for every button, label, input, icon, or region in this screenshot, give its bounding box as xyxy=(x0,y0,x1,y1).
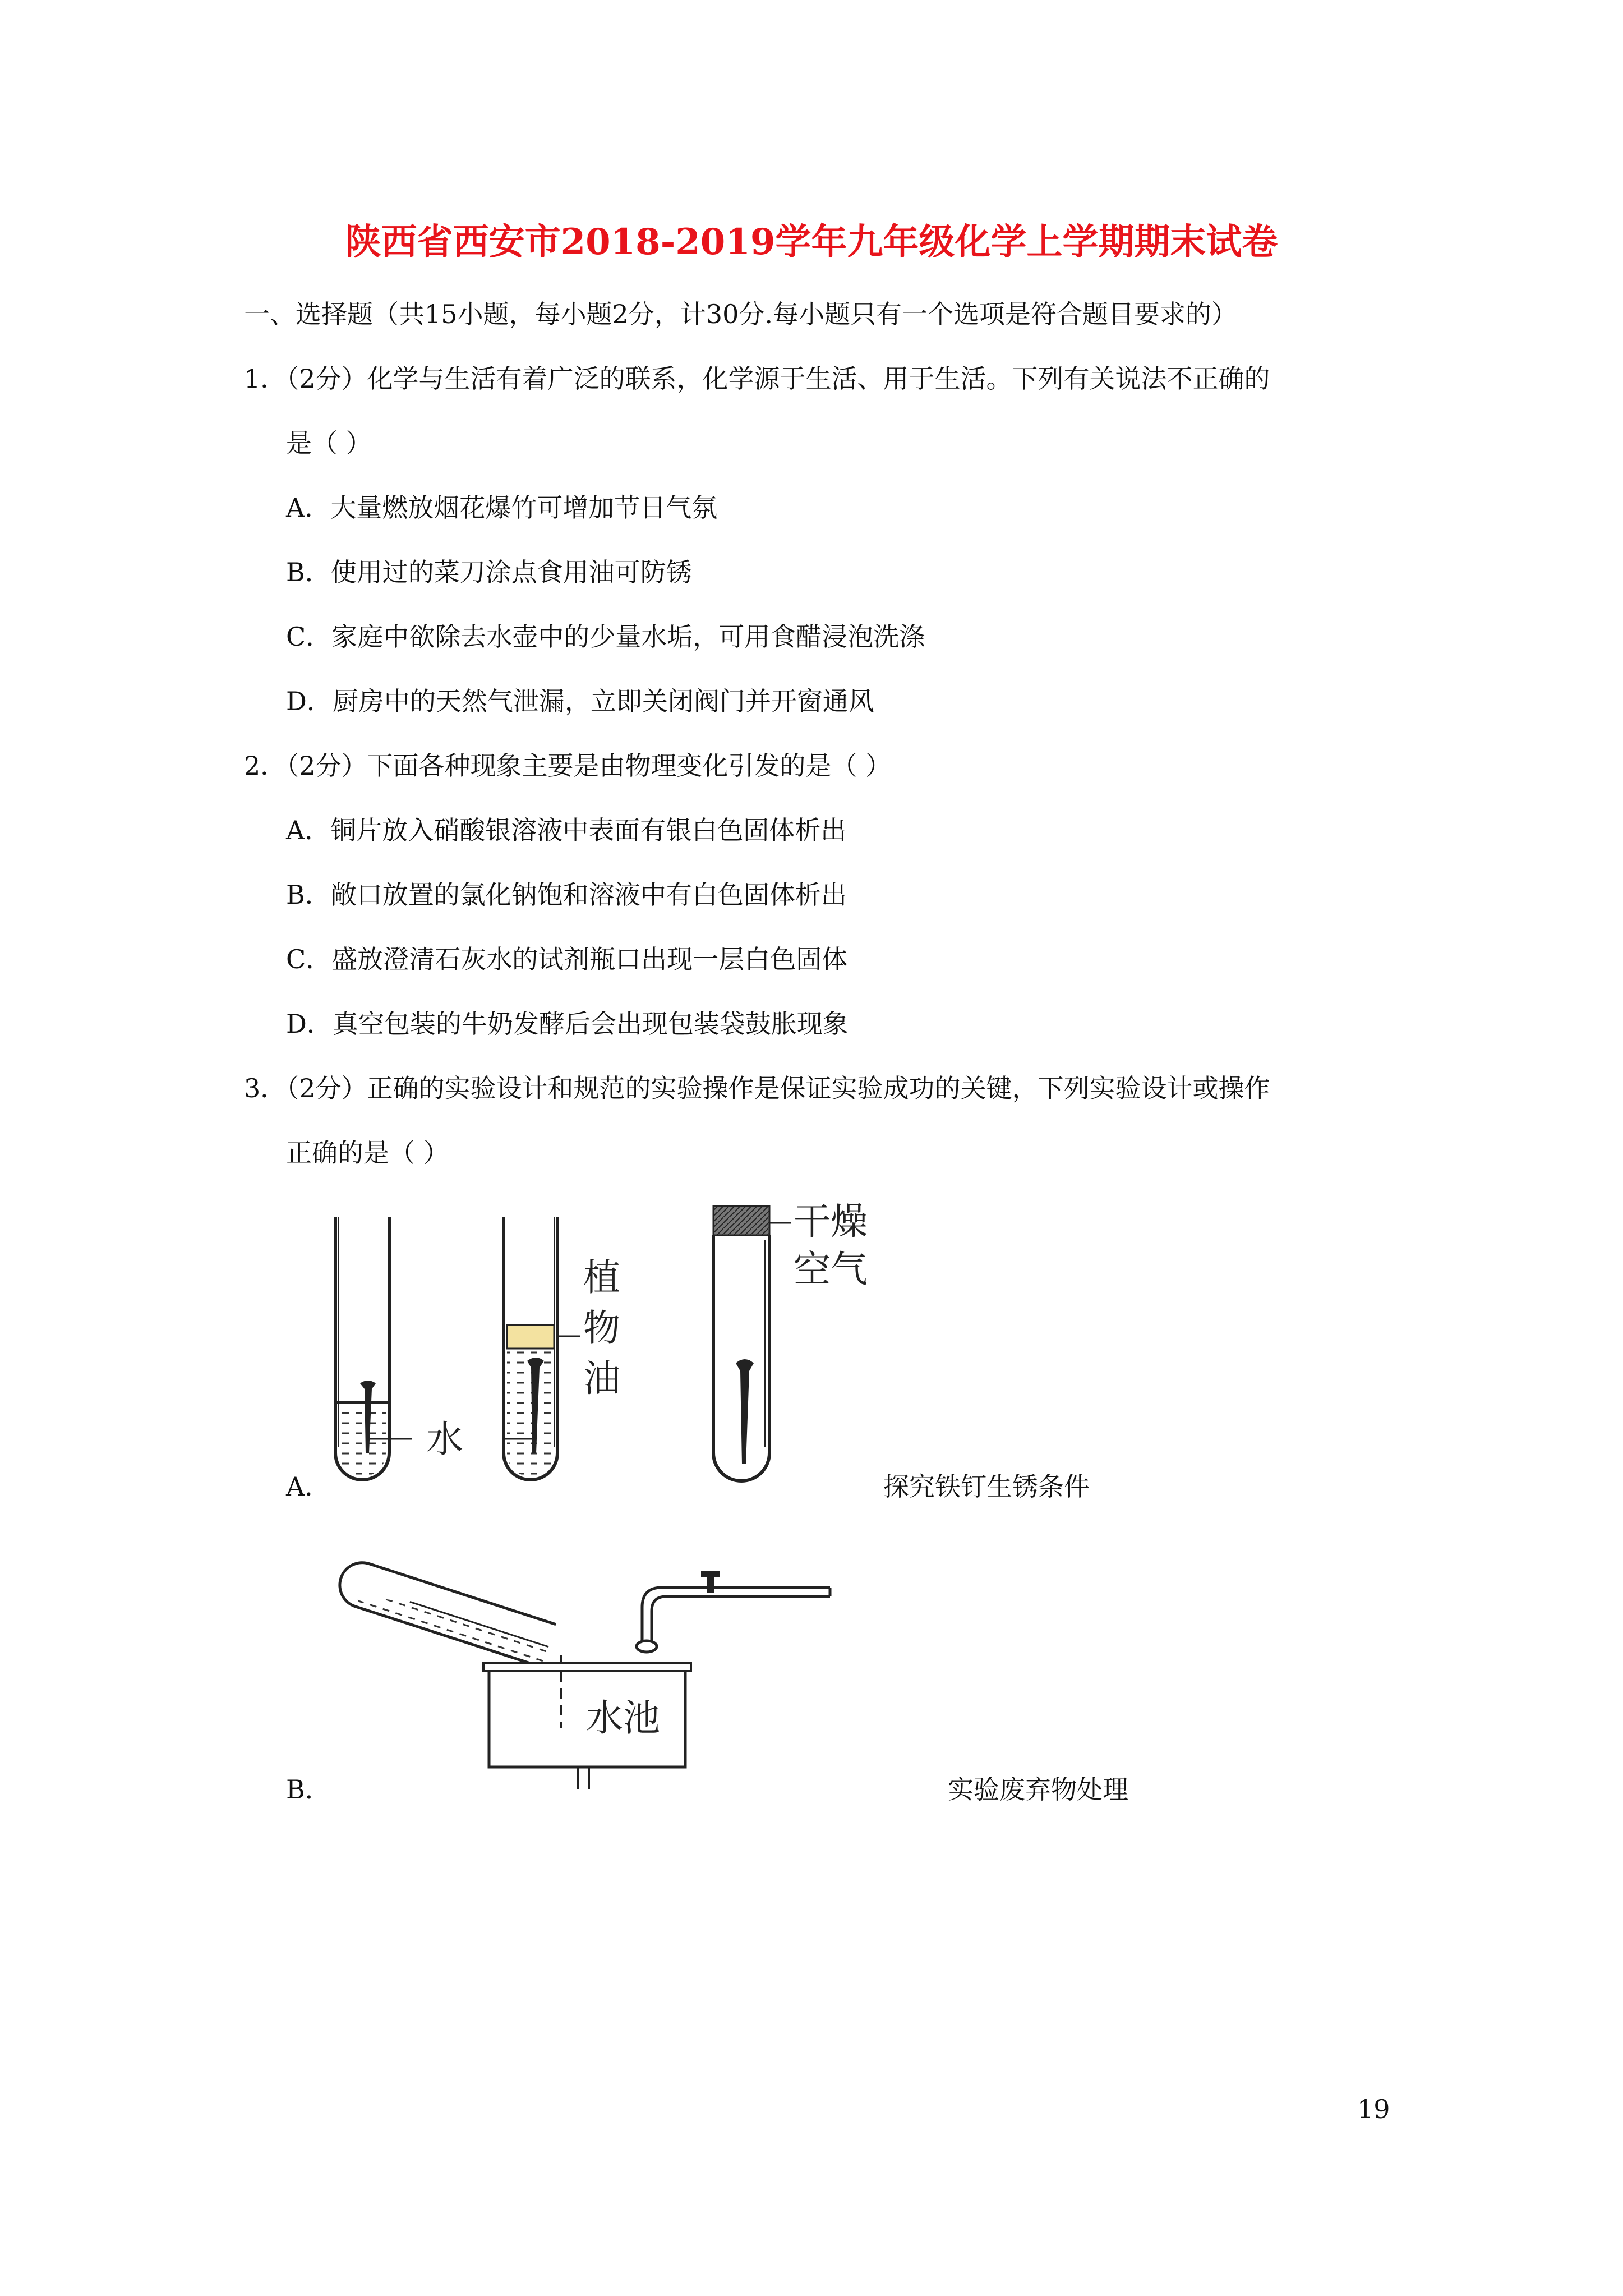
label-water: 水 xyxy=(426,1418,463,1461)
oil-layer xyxy=(507,1325,554,1349)
label-dry-air-1: 干燥 xyxy=(794,1200,868,1243)
test-tube-1 xyxy=(335,1217,389,1480)
q1-option-c: C．家庭中欲除去水壶中的少量水垢，可用食醋浸泡洗涤 xyxy=(286,622,925,652)
sink-rim xyxy=(483,1663,691,1671)
q1-option-d: D．厨房中的天然气泄漏，立即关闭阀门并开窗通风 xyxy=(286,686,874,716)
q1-number: 1． xyxy=(244,364,287,394)
q3-option-a-caption: 探究铁钉生锈条件 xyxy=(883,1471,1090,1502)
stopper xyxy=(713,1206,769,1235)
q3-option-b-letter: B． xyxy=(286,1774,331,1805)
q1-stem-line1 xyxy=(244,362,1270,395)
q2-option-d: D．真空包装的牛奶发酵后会出现包装袋鼓胀现象 xyxy=(286,1009,849,1039)
section-heading: 一、选择题（共15小题，每小题2分，计30分.每小题只有一个选项是符合题目要求的） xyxy=(244,299,1237,329)
q2-stem-text: （2分）下面各种现象主要是由物理变化引发的是（ ） xyxy=(286,751,892,781)
pouring-test-tube xyxy=(334,1557,556,1667)
figure-b-waste-disposal xyxy=(336,1543,897,1789)
q2-stem xyxy=(244,749,891,783)
q2-option-c: C．盛放澄清石灰水的试剂瓶口出现一层白色固体 xyxy=(286,944,848,974)
page-title: 陕西省西安市2018-2019学年九年级化学上学期期末试卷 xyxy=(345,221,1278,263)
figure-a-rust-experiment xyxy=(314,1200,987,1498)
label-oil-2: 物 xyxy=(583,1306,620,1350)
q2-option-a: A．铜片放入硝酸银溶液中表面有银白色固体析出 xyxy=(286,815,847,845)
q2-number: 2． xyxy=(244,751,287,781)
q2-option-b: B．敞口放置的氯化钠饱和溶液中有白色固体析出 xyxy=(286,880,847,910)
test-tube-2 xyxy=(504,1217,557,1480)
q3-stem-line2: 正确的是（ ） xyxy=(286,1138,449,1168)
label-oil-3: 油 xyxy=(583,1357,620,1400)
faucet xyxy=(637,1571,830,1652)
q3-number: 3． xyxy=(244,1073,287,1103)
label-oil-1: 植 xyxy=(583,1256,620,1299)
label-dry-air-2: 空气 xyxy=(794,1248,868,1291)
q1-stem-text: （2分）化学与生活有着广泛的联系，化学源于生活、用于生活。下列有关说法不正确的 xyxy=(286,364,1270,394)
q1-option-a: A．大量燃放烟花爆竹可增加节日气氛 xyxy=(286,493,718,523)
page-number: 19 xyxy=(1357,2094,1390,2124)
label-sink: 水池 xyxy=(586,1696,660,1740)
iron-nail-3 xyxy=(736,1359,754,1464)
q3-option-b-caption: 实验废弃物处理 xyxy=(948,1774,1128,1805)
q1-option-b: B．使用过的菜刀涂点食用油可防锈 xyxy=(286,557,692,587)
test-tube-3 xyxy=(713,1206,791,1481)
q3-option-a-letter: A． xyxy=(286,1471,331,1502)
q3-stem-text: （2分）正确的实验设计和规范的实验操作是保证实验成功的关键，下列实验设计或操作 xyxy=(286,1073,1270,1103)
q1-stem-line2: 是（ ） xyxy=(286,428,372,458)
q3-stem-line1 xyxy=(244,1071,1270,1105)
